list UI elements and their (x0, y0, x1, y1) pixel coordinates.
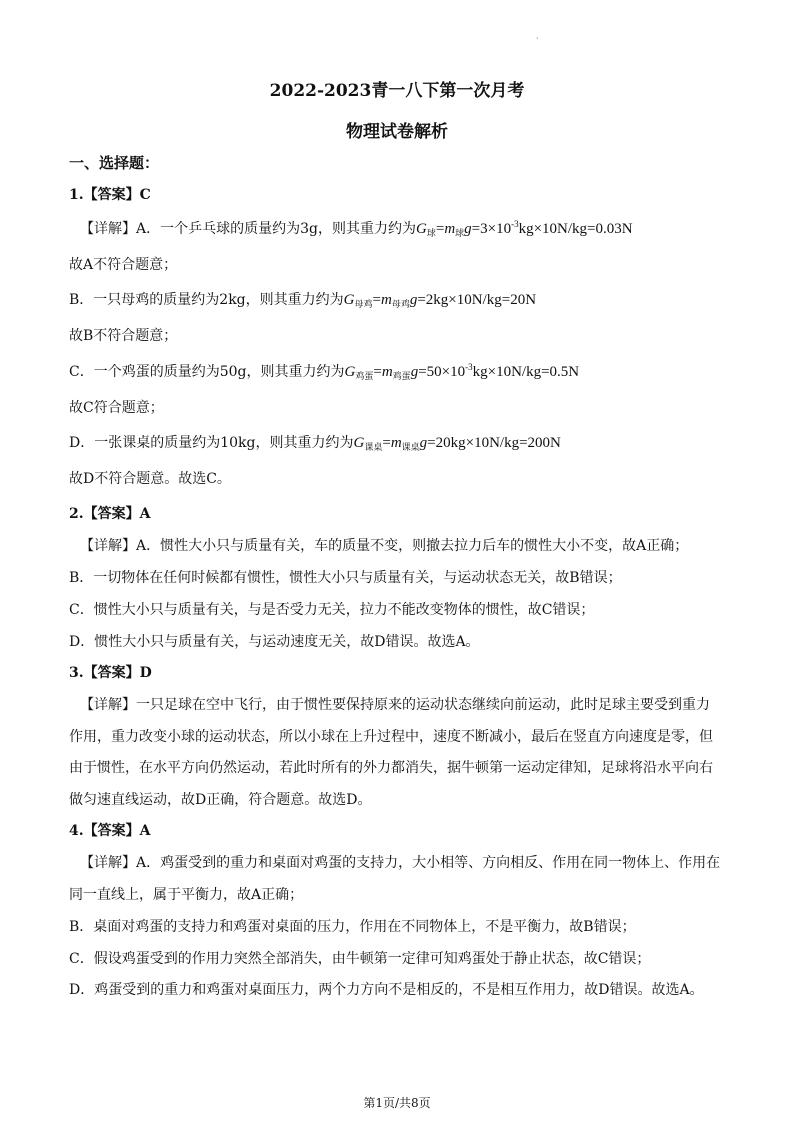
q1-a-conclusion: 故A不符合题意； (69, 257, 178, 273)
page-number: 第1页/共8页 (363, 1096, 431, 1110)
question-4-answer: 4.【答案】A (69, 823, 151, 839)
q1-option-d: D．一张课桌的质量约为10kg，则其重力约为$G_{课桌}=m_{课桌}g=20kg\times 10N/kg=200N$ (69, 435, 561, 452)
q4-line: 【详解】A．鸡蛋受到的重力和桌面对鸡蛋的支持力，大小相等、方向相反、作用在同一物体上、作用在 (80, 855, 721, 871)
q1-option-b: B．一只母鸡的质量约为2kg，则其重力约为$G_{母鸡}=m_{母鸡}g=2kg\times 10N/kg=20N$ (69, 292, 537, 309)
q2-line: D．惯性大小只与质量有关，与运动速度无关，故D错误。故选A。 (69, 634, 480, 650)
q2-line: B．一切物体在任何时候都有惯性，惯性大小只与质量有关，与运动状态无关，故B错误； (69, 570, 622, 586)
q2-line: 【详解】A．惯性大小只与质量有关，车的质量不变，则撤去拉力后车的惯性大小不变，故A正确； (80, 538, 689, 554)
q1-option-c: C．一个鸡蛋的质量约为50g，则其重力约为$G_{鸡蛋}=m_{鸡蛋}g=50\times 10^{-3}kg\times 10N/kg=0.5N$ (69, 362, 580, 381)
q2-line: C．惯性大小只与质量有关，与是否受力无关，拉力不能改变物体的惯性，故C错误； (69, 602, 595, 618)
q1-c-conclusion: 故C符合题意； (69, 400, 164, 416)
q3-line: 做匀速直线运动，故D正确，符合题意。故选D。 (69, 792, 372, 808)
question-3-answer: 3.【答案】D (69, 665, 152, 681)
question-2-answer: 2.【答案】A (69, 506, 151, 522)
q1-d-conclusion: 故D不符合题意。故选C。 (69, 471, 231, 487)
question-1-answer: 1.【答案】C (69, 187, 151, 203)
exam-title: 2022-2023青一八下第一次月考 (269, 81, 525, 101)
q4-line: D．鸡蛋受到的重力和鸡蛋对桌面压力，两个力方向不是相反的，不是相互作用力，故D错误。故选A。 (69, 982, 704, 998)
q1-b-conclusion: 故B不符合题意； (69, 328, 178, 344)
q4-line: C．假设鸡蛋受到的作用力突然全部消失，由牛顿第一定律可知鸡蛋处于静止状态，故C错误； (69, 951, 651, 967)
corner-mark: · (536, 34, 539, 43)
q3-line: 由于惯性，在水平方向仍然运动，若此时所有的外力都消失，据牛顿第一运动定律知，足球将沿水平向右 (69, 760, 713, 776)
q1-option-a: 【详解】A．一个乒乓球的质量约为3g，则其重力约为$G_球=m_球g=3\times 10^{-3}kg\times 10N/kg=0.03N$ (80, 219, 633, 238)
exam-subtitle: 物理试卷解析 (346, 122, 448, 142)
q4-line: B．桌面对鸡蛋的支持力和鸡蛋对桌面的压力，作用在不同物体上，不是平衡力，故B错误； (69, 919, 636, 935)
q3-line: 【详解】一只足球在空中飞行，由于惯性要保持原来的运动状态继续向前运动，此时足球主要受到重力 (80, 697, 710, 713)
section-heading: 一、选择题： (69, 154, 160, 172)
q3-line: 作用，重力改变小球的运动状态，所以小球在上升过程中，速度不断减小，最后在竖直方向速度是零，但 (69, 729, 713, 745)
q4-line: 同一直线上，属于平衡力，故A正确； (69, 887, 304, 903)
